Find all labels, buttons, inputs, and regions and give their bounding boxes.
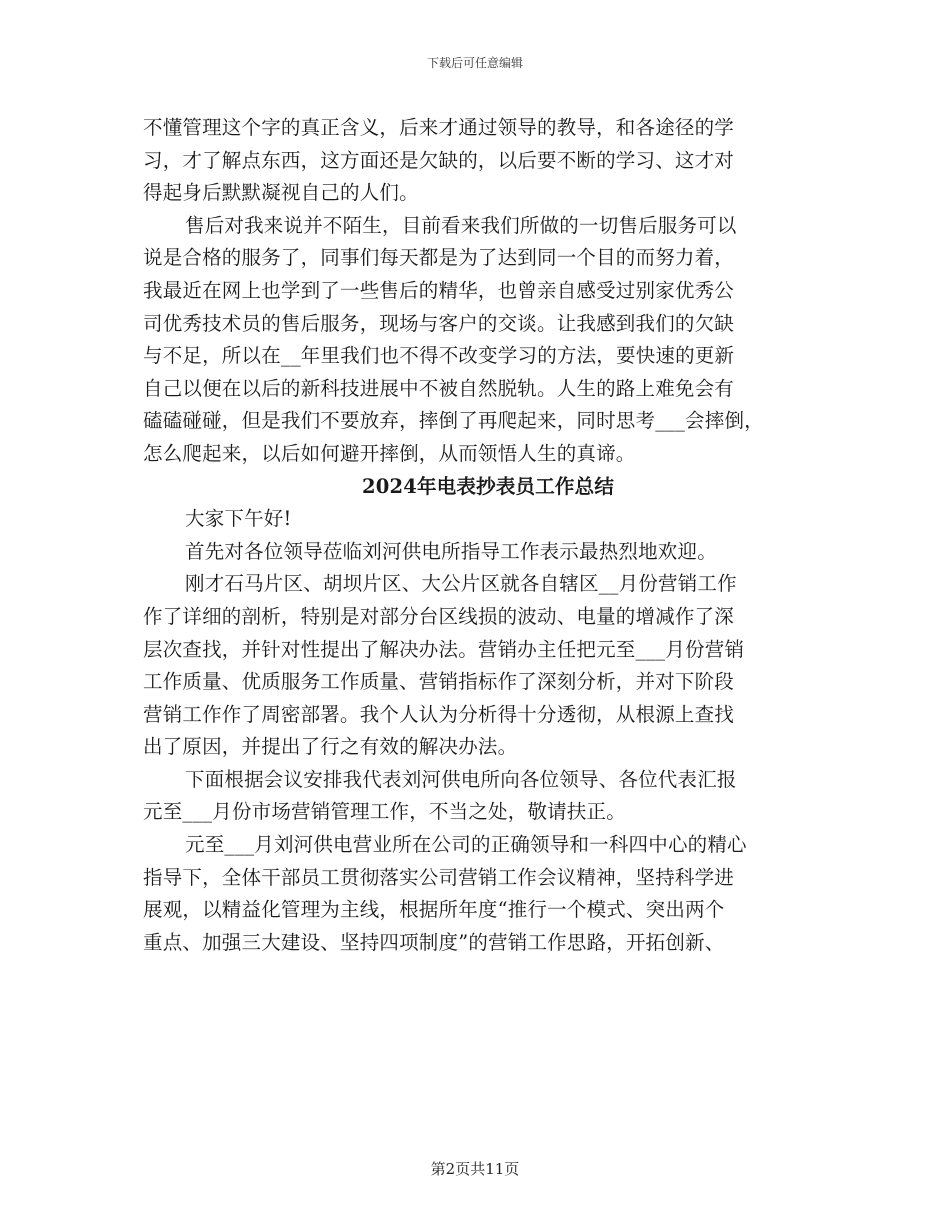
text-line: 怎么爬起来，以后如何避开摔倒，从而领悟人生的真谛。 — [143, 441, 636, 465]
text-line: 首先对各位领导莅临刘河供电所指导工作表示最热烈地欢迎。 — [185, 539, 717, 563]
text-line: 刚才石马片区、胡坝片区、大公片区就各自辖区__月份营销工作 — [185, 572, 737, 596]
text-line: 习，才了解点东西，这方面还是欠缺的，以后要不断的学习、这才对 — [143, 148, 735, 172]
text-line: 磕磕碰碰，但是我们不要放弃，摔倒了再爬起来，同时思考___会摔倒， — [143, 409, 764, 433]
page-number: 第2页共11页 — [430, 1160, 520, 1178]
text-line: 自己以便在以后的新科技进展中不被自然脱轨。人生的路上难免会有 — [143, 376, 735, 400]
text-line: 重点、加强三大建设、坚持四项制度”的营销工作思路，开拓创新、 — [143, 930, 725, 954]
text-line: 得起身后默默凝视自己的人们。 — [143, 181, 419, 205]
section-title: 2024年电表抄表员工作总结 — [361, 474, 615, 498]
text-line: 元至___月份市场营销管理工作，不当之处，敬请扶正。 — [143, 800, 626, 824]
text-line: 出了原因，并提出了行之有效的解决办法。 — [143, 735, 518, 759]
text-line: 营销工作作了周密部署。我个人认为分析得十分透彻，从根源上查找 — [143, 702, 735, 726]
text-line: 说是合格的服务了，同事们每天都是为了达到同一个目的而努力着， — [143, 246, 735, 270]
text-line: 售后对我来说并不陌生，目前看来我们所做的一切售后服务可以 — [185, 213, 737, 237]
text-line: 作了详细的剖析，特别是对部分台区线损的波动、电量的增减作了深 — [143, 604, 735, 628]
text-line: 司优秀技术员的售后服务，现场与客户的交谈。让我感到我们的欠缺 — [143, 311, 735, 335]
text-line: 大家下午好! — [185, 507, 292, 531]
text-line: 不懂管理这个字的真正含义，后来才通过领导的教导，和各途径的学 — [143, 116, 735, 139]
document-body — [143, 112, 813, 959]
text-line: 指导下，全体干部员工贯彻落实公司营销工作会议精神，坚持科学进 — [143, 865, 735, 889]
text-line: 工作质量、优质服务工作质量、营销指标作了深刻分析，并对下阶段 — [143, 670, 735, 694]
text-line: 层次查找，并针对性提出了解决办法。营销办主任把元至___月份营销 — [143, 637, 745, 661]
text-line: 展观，以精益化管理为主线，根据所年度“推行一个模式、突出两个 — [143, 898, 725, 922]
text-line: 与不足，所以在__年里我们也不得不改变学习的方法，要快速的更新 — [143, 344, 735, 368]
text-line: 我最近在网上也学到了一些售后的精华，也曾亲自感受过别家优秀公 — [143, 278, 735, 302]
text-line: 元至___月刘河供电营业所在公司的正确领导和一科四中心的精心 — [185, 833, 747, 857]
page-header: 下载后可任意编辑 — [426, 56, 523, 70]
text-line: 下面根据会议安排我代表刘河供电所向各位领导、各位代表汇报 — [185, 767, 737, 791]
